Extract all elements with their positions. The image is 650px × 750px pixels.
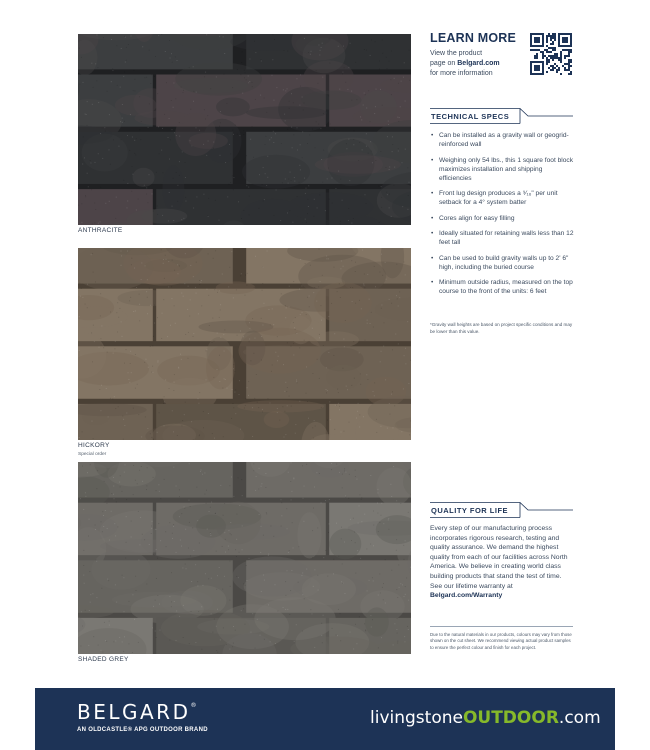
spec-item-text: Can be installed as a gravity wall or geogrid-reinforced wall — [439, 132, 569, 148]
spec-item-text: Weighing only 54 lbs., this 1 square foot block maximizes installation and shipping efficiencies — [439, 156, 574, 182]
bullet-icon: • — [431, 254, 434, 262]
technical-specs-footnote: *Gravity wall heights are based on project specific conditions and may be lower than this value. — [430, 322, 573, 334]
bullet-icon: • — [431, 230, 434, 237]
spec-item — [430, 189, 575, 207]
spec-item — [430, 278, 575, 296]
spec-item — [430, 214, 575, 223]
learn-more-text — [430, 49, 530, 79]
quality-body — [430, 524, 575, 601]
technical-specs-header — [430, 108, 573, 124]
spec-item — [430, 156, 575, 183]
site-suffix: .com — [558, 708, 601, 728]
learn-more-line-2 — [430, 59, 530, 69]
spec-item — [430, 131, 575, 149]
swatch-image-anthracite — [78, 34, 411, 225]
belgard-link[interactable]: Belgard.com — [457, 60, 500, 67]
learn-more-title: LEARN MORE — [430, 31, 517, 45]
brand-tagline: AN OLDCASTLE® APG OUTDOOR BRAND — [77, 727, 208, 733]
belgard-logo[interactable] — [77, 700, 196, 724]
brand-registered-mark: ® — [190, 702, 197, 709]
site-accent: OUTDOOR — [462, 708, 559, 728]
spec-item — [430, 229, 575, 247]
learn-more-line-3: for more information — [430, 70, 493, 77]
footer-banner — [35, 688, 615, 750]
paver-texture-icon — [78, 462, 411, 654]
spec-item-text: Front lug design produces a ⁹⁄₁₆" per unit setback for a 4° system batter — [439, 190, 558, 206]
swatch-note-hickory: Special order — [78, 452, 107, 457]
swatch-label-shaded-grey: SHADED GREY — [78, 656, 129, 663]
quality-header — [430, 502, 573, 518]
learn-more-line-2-prefix: page on — [430, 60, 458, 67]
brand-name: BELGARD — [77, 700, 191, 724]
site-prefix: livingstone — [370, 708, 463, 728]
swatch-image-hickory — [78, 248, 411, 440]
qr-code-icon[interactable] — [530, 33, 572, 75]
quality-body-text: Every step of our manufacturing process incorporates rigorous research, testing and quality assurance. We demand the highest quality from each of our facilities across North America. We believe in creating world class building products that stand the test of time. See our lifetime warranty at — [430, 525, 568, 590]
swatch-label-hickory: HICKORY — [78, 442, 110, 449]
paver-texture-icon — [78, 34, 411, 225]
quality-title: QUALITY FOR LIFE — [431, 506, 509, 515]
colour-disclaimer: Due to the natural materials in our products, colours may vary from those shown on the cut sheet. We recommend viewing actual product samples to ensure the perfect colour and finish for each project. — [430, 632, 572, 650]
paver-texture-icon — [78, 248, 411, 440]
bullet-icon: • — [431, 214, 434, 222]
bullet-icon: • — [431, 279, 434, 286]
warranty-link[interactable]: Belgard.com/Warranty — [430, 592, 503, 600]
technical-specs-title: TECHNICAL SPECS — [431, 112, 510, 121]
bullet-icon: • — [431, 190, 434, 197]
spec-item-text: Minimum outside radius, measured on the top course to the front of the units: 6 feet — [439, 279, 573, 295]
bullet-icon: • — [431, 156, 434, 164]
spec-item-text: Cores align for easy filling — [439, 214, 515, 222]
livingstone-site-link[interactable] — [370, 708, 601, 728]
technical-specs-list — [430, 131, 575, 303]
learn-more-line-1: View the product — [430, 50, 483, 57]
bullet-icon: • — [431, 132, 434, 139]
swatch-image-shaded-grey — [78, 462, 411, 654]
spec-item — [430, 254, 575, 272]
spec-item-text: Can be used to build gravity walls up to 2' 6" high, including the buried course — [439, 254, 569, 271]
spec-item-text: Ideally situated for retaining walls less than 12 feet tall — [439, 230, 574, 246]
divider — [430, 626, 573, 627]
swatch-label-anthracite: ANTHRACITE — [78, 227, 123, 234]
